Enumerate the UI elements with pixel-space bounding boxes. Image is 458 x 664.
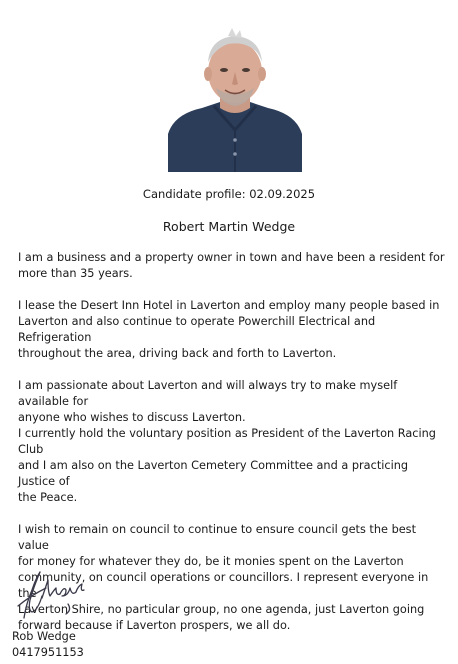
handwritten-signature [12,566,102,626]
paragraph-business: I lease the Desert Inn Hotel in Laverton and employ many people based in Laverton and also continue to operate Powerchill Electrical and Refrigeration throughout the area, driving back and forth to Laverton. [18,299,440,360]
paragraph-passion: I am passionate about Laverton and will always try to make myself available for anyone who wishes to discuss Laverton. [18,379,398,424]
paragraph-residency: I am a business and a property owner in town and have been a resident for more than 35 years. [18,251,445,280]
candidate-name: Robert Martin Wedge [162,219,296,234]
paragraph-council: I wish to remain on council to continue to ensure council gets the best value for money for whatever they do, be it monies spent on the Laverton community, on council operations or councillors. I represent everyone in the Laverton Shire, no particular group, no one agenda, just Laverton going forward because if Laverton prospers, we all do. [18,523,429,632]
candidate-photo [168,22,302,172]
profile-date: Candidate profile: 02.09.2025 [142,187,316,201]
signoff-name: Rob Wedge [12,630,76,643]
phone-number: 0417951153 [12,646,84,659]
paragraph-positions: I currently hold the voluntary position as President of the Laverton Racing Club and I am also on the Laverton Cemetery Committee and a practicing Justice of the Peace. [18,427,436,504]
